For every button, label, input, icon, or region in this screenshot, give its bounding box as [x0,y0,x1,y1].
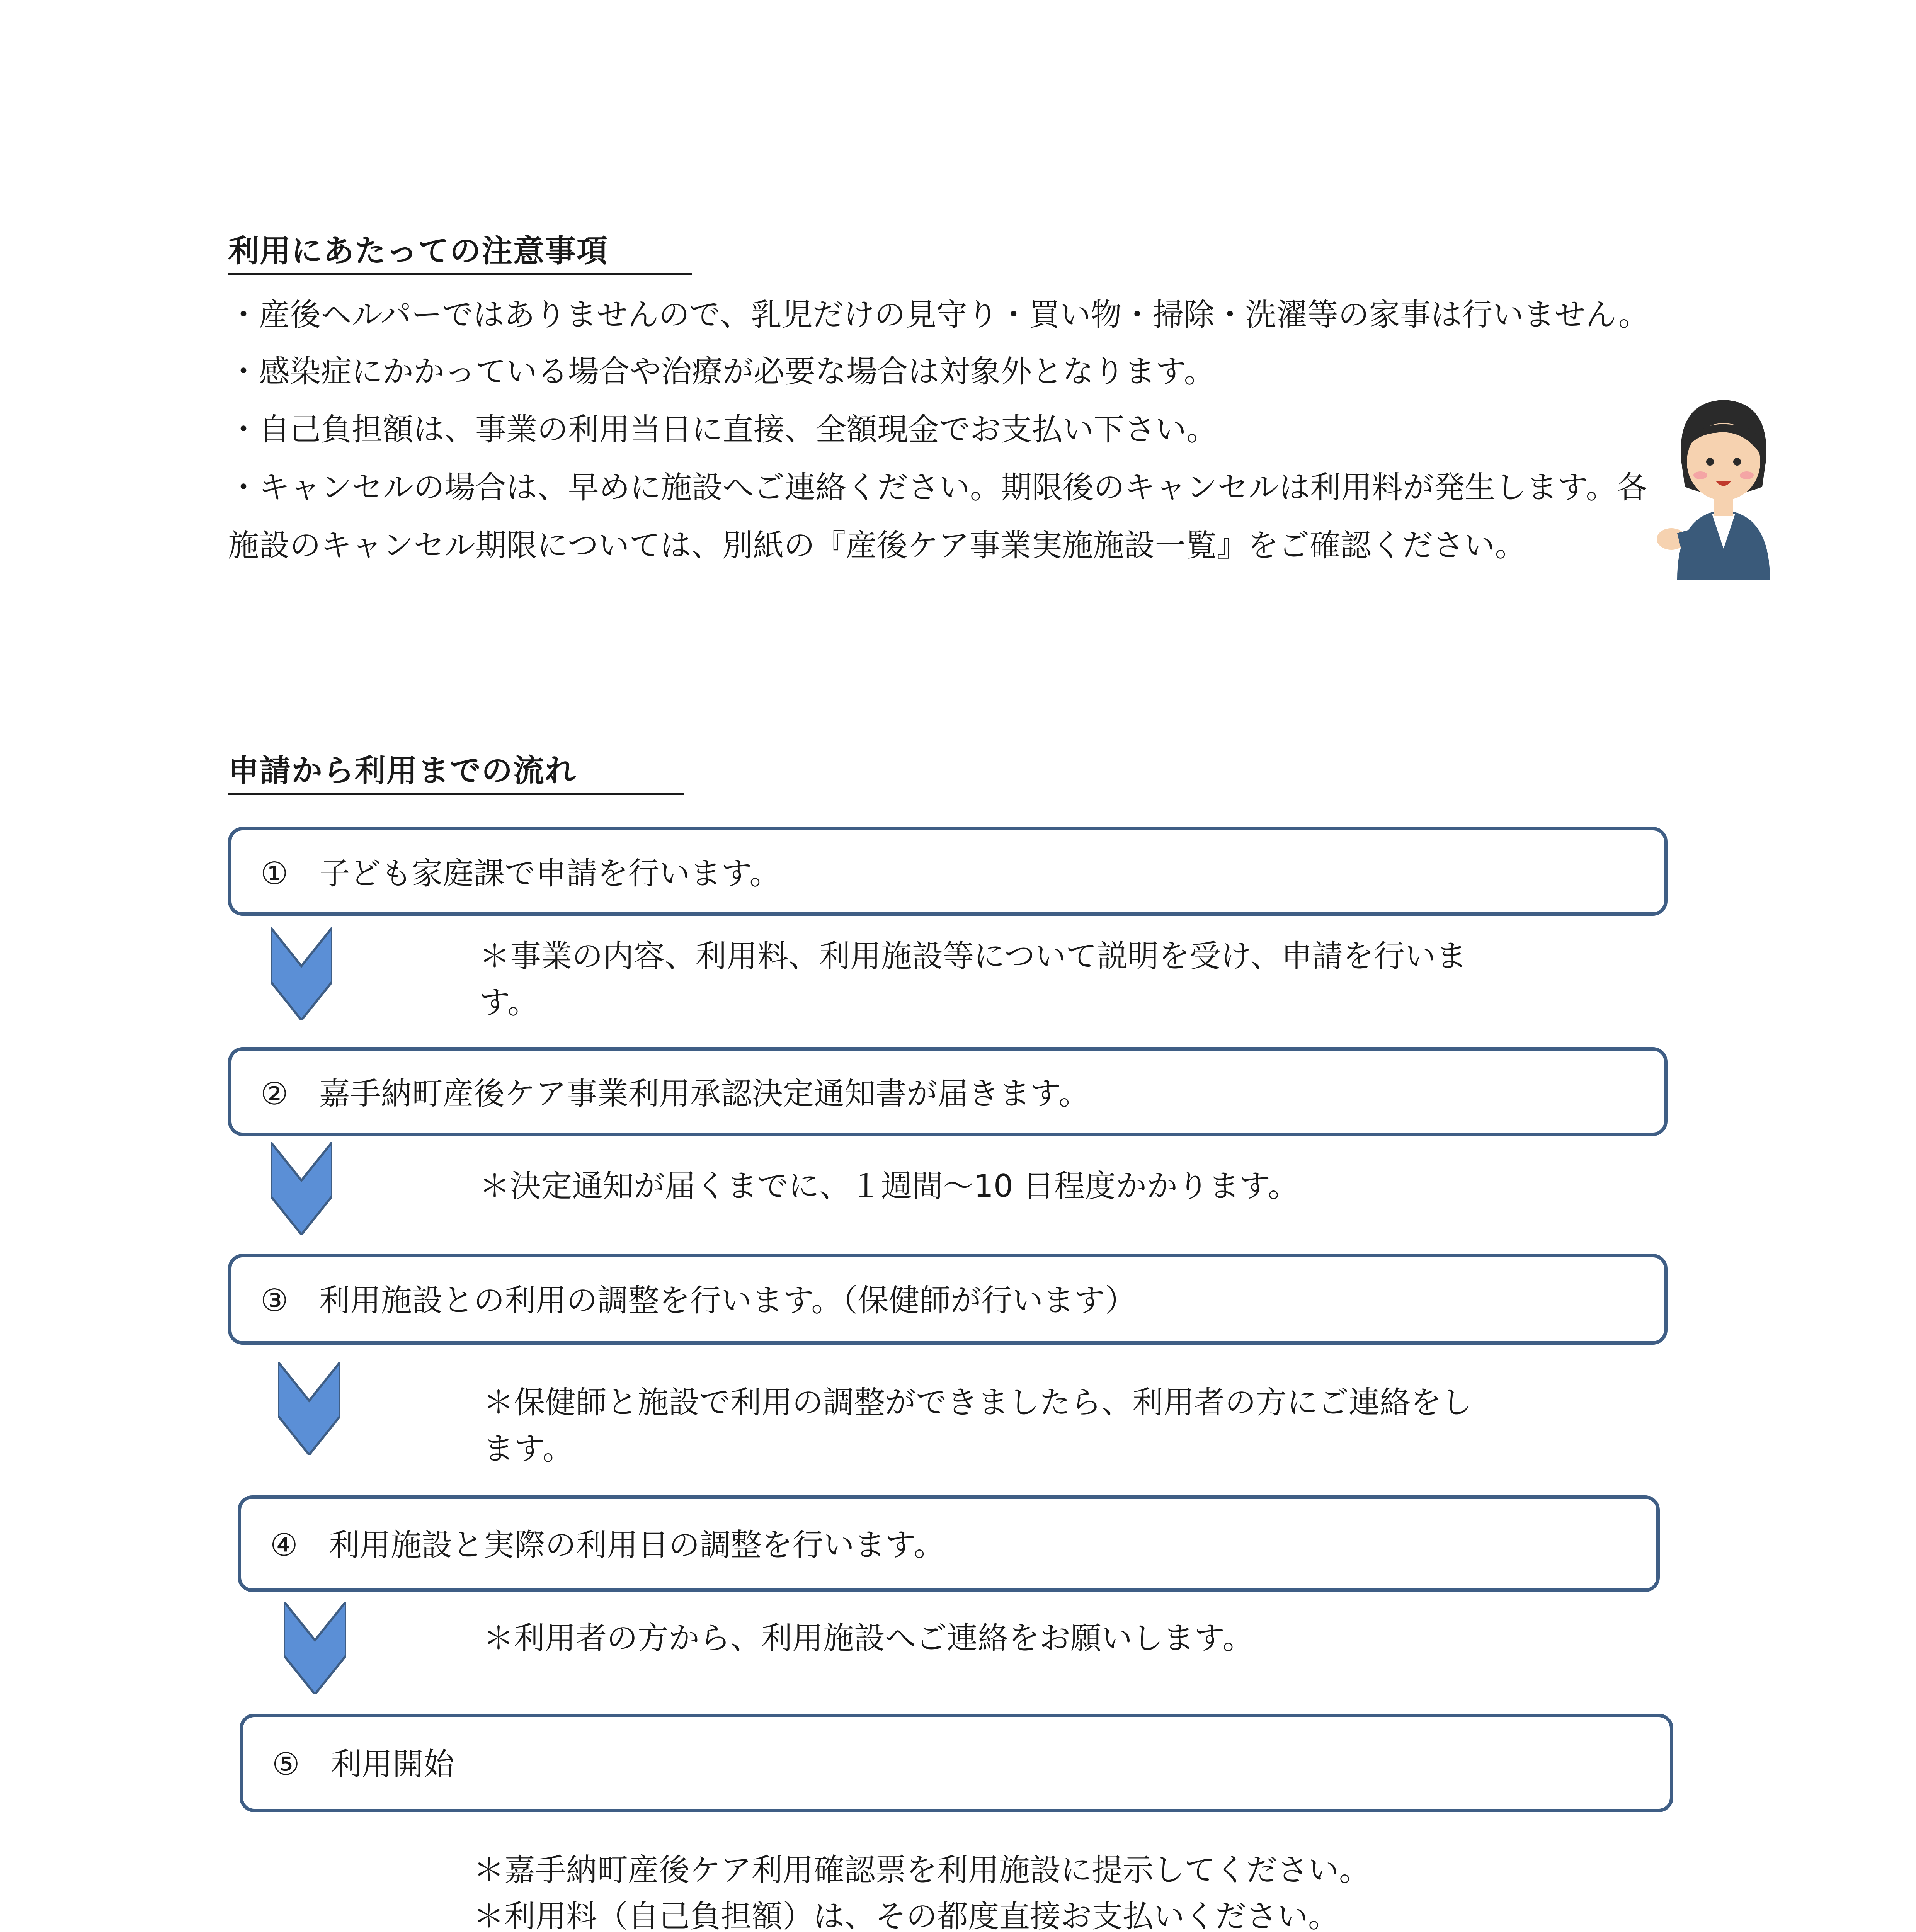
flow-arrow-down-icon [278,1362,340,1455]
flow-step-5-text: ⑤ 利用開始 [272,1746,454,1782]
flow-step-2-note [479,1163,1299,1209]
flow-step-1-note-line-2: す。 [479,985,539,1020]
flow-step-3-note [483,1379,1472,1472]
flow-step-4-note [483,1615,1254,1662]
notes-heading: 利用にあたっての注意事項 [228,232,692,275]
flow-step-4-text: ④ 利用施設と実際の利用日の調整を行います。 [270,1527,945,1563]
notes-item-1: ・産後ヘルパーではありませんので、乳児だけの見守り・買い物・掃除・洗濯等の家事は行いません。 [228,297,1649,333]
flow-heading: 申請から利用までの流れ [228,752,684,795]
flow-step-2-box [228,1047,1668,1136]
flow-step-1-box [228,827,1668,916]
flow-step-5-box [240,1714,1673,1812]
flow-step-1-note-line-1: ＊事業の内容、利用料、利用施設等について説明を受け、申請を行いま [479,938,1467,974]
flow-step-3-box [228,1254,1668,1345]
flow-step-2-text: ② 嘉手納町産後ケア事業利用承認決定通知書が届きます。 [260,1076,1090,1112]
flow-step-4-box [238,1495,1660,1592]
flow-step-1-note [479,933,1467,1026]
flow-arrow-down-icon [271,1142,332,1235]
flow-step-3-text: ③ 利用施設との利用の調整を行います。（保健師が行います） [260,1282,1136,1318]
flow-step-2-note-line-1: ＊決定通知が届くまでに、１週間～10 日程度かかります。 [479,1168,1299,1204]
flow-final-note-1: ＊嘉手納町産後ケア利用確認票を利用施設に提示してください。 [473,1852,1370,1888]
notes-item-4: ・キャンセルの場合は、早めに施設へご連絡ください。期限後のキャンセルは利用料が発生します。各 [228,469,1648,505]
flow-step-4-note-line-1: ＊利用者の方から、利用施設へご連絡をお願いします。 [483,1620,1254,1656]
flow-step-1-text: ① 子ども家庭課で申請を行います。 [260,855,781,891]
flow-arrow-down-icon [284,1602,346,1694]
notes-item-3: ・自己負担額は、事業の利用当日に直接、全額現金でお支払い下さい。 [228,412,1217,447]
notes-item-5: 施設のキャンセル期限については、別紙の『産後ケア事業実施施設一覧』をご確認ください。 [228,527,1526,563]
flow-final-note-2: ＊利用料（自己負担額）は、その都度直接お支払いください。 [473,1898,1339,1932]
flow-final-notes [473,1847,1370,1932]
flow-arrow-down-icon [271,927,332,1020]
notes-item-2: ・感染症にかかっている場合や治療が必要な場合は対象外となります。 [228,354,1215,389]
staff-woman-illustration [1654,386,1793,580]
flow-step-3-note-line-1: ＊保健師と施設で利用の調整ができましたら、利用者の方にご連絡をし [483,1384,1472,1420]
flow-step-3-note-line-2: ます。 [483,1431,573,1467]
